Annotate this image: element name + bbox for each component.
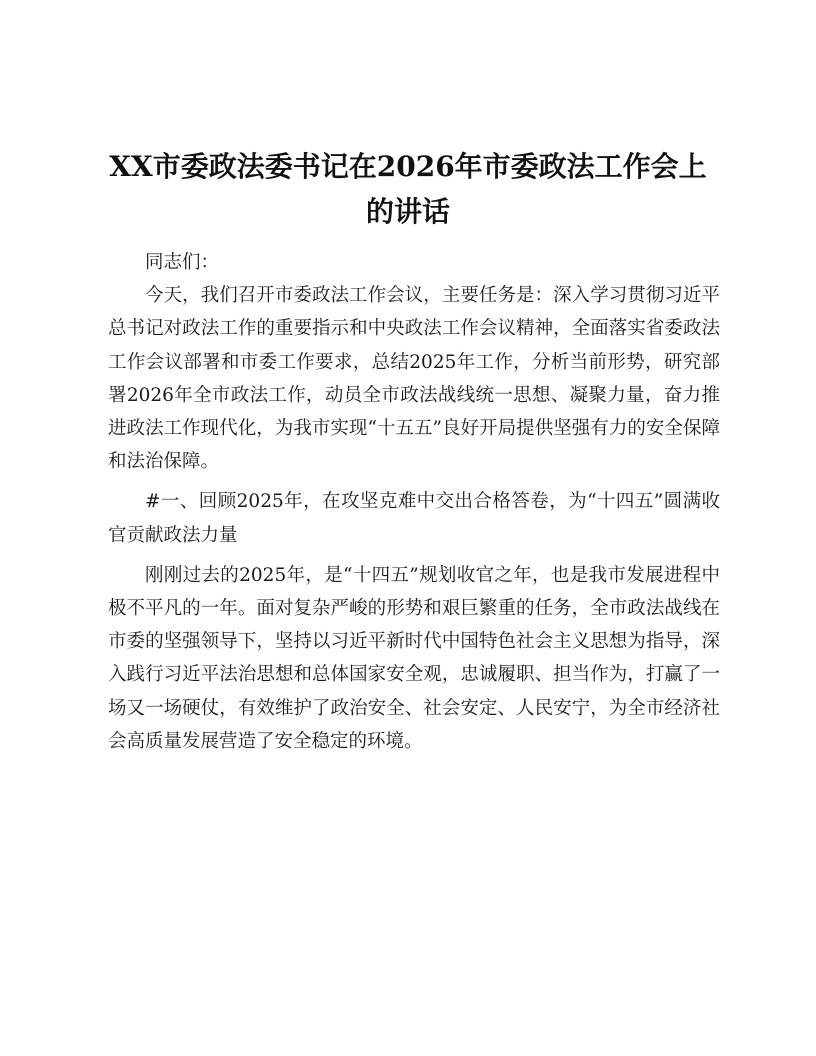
salutation: 同志们： (145, 252, 220, 273)
document-title: XX市委政法委书记在2026年市委政法工作会上的讲话 (109, 150, 707, 228)
document-body (108, 246, 720, 758)
paragraph-intro: 今天，我们召开市委政法工作会议，主要任务是：深入学习贯彻习近平总书记对政法工作的重要指示和中央政法工作会议精神，全面落实省委政法工作会议部署和市委工作要求，总结2025年工作，分析当前形势，研究部署2026年全市政法工作，动员全市政法战线统一思想、凝聚力量，奋力推进政法工作现代化，为我市实现“十五五”良好开局提供坚强有力的安全保障和法治保障。 (108, 285, 720, 473)
section-heading: #一、回顾2025年，在攻坚克难中交出合格答卷，为“十四五”圆满收官贡献政法力量 (108, 491, 720, 546)
paragraph-review: 刚刚过去的2025年，是“十四五”规划收官之年，也是我市发展进程中极不平凡的一年。面对复杂严峻的形势和艰巨繁重的任务，全市政法战线在市委的坚强领导下，坚持以习近平新时代中国特色社会主义思想为指导，深入践行习近平法治思想和总体国家安全观，忠诚履职、担当作为，打赢了一场又一场硬仗，有效维护了政治安全、社会安定、人民安宁，为全市经济社会高质量发展营造了安全稳定的环境。 (108, 564, 720, 752)
